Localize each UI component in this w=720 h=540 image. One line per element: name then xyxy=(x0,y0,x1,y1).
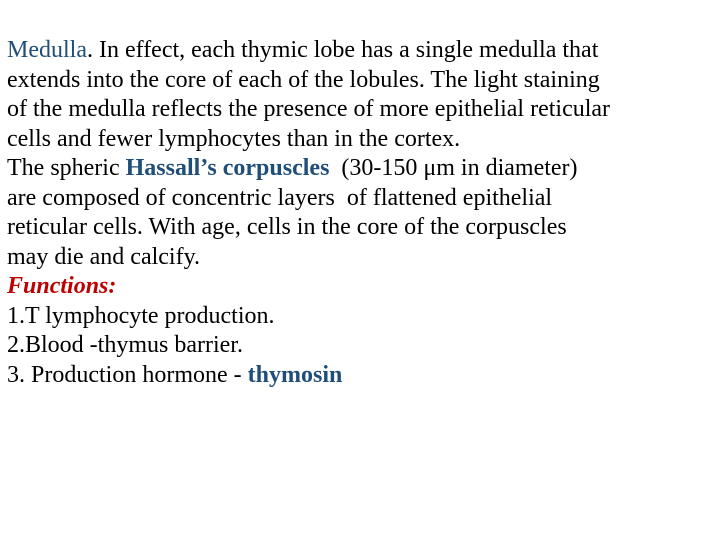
medulla-line-1-text: . In effect, each thymic lobe has a single medulla that xyxy=(86,37,599,63)
medulla-line-4: cells and fewer lymphocytes than in the cortex. xyxy=(7,125,461,152)
functions-heading: Functions: xyxy=(7,273,117,299)
hassall-line-1 xyxy=(7,154,717,184)
hassall-line-3: reticular cells. With age, cells in the core of the corpuscles xyxy=(7,214,567,240)
hassall-line-4: may die and calcify. xyxy=(7,243,201,270)
function-item-3-text: 3. Production hormone - xyxy=(7,361,248,388)
medulla-line-3: of the medulla reflects the presence of more epithelial reticular xyxy=(7,96,611,122)
function-item-3 xyxy=(7,361,717,391)
thymosin-term: thymosin xyxy=(247,361,343,388)
medulla-term: Medulla xyxy=(7,37,87,63)
function-item-2: 2.Blood -thymus barrier. xyxy=(7,332,243,358)
slide-text-block xyxy=(7,36,717,390)
function-item-1: 1.T lymphocyte production. xyxy=(7,302,275,329)
hassall-line-2: are composed of concentric layers of flattened epithelial xyxy=(7,184,553,211)
hassall-term: Hassall’s corpuscles xyxy=(125,155,330,181)
hassall-suffix: (30-150 μm in diameter) xyxy=(329,155,578,181)
medulla-line-2: extends into the core of each of the lobules. The light staining xyxy=(7,66,600,93)
hassall-prefix: The spheric xyxy=(7,155,126,181)
medulla-line-1 xyxy=(7,36,717,66)
functions-heading-line xyxy=(7,272,717,302)
